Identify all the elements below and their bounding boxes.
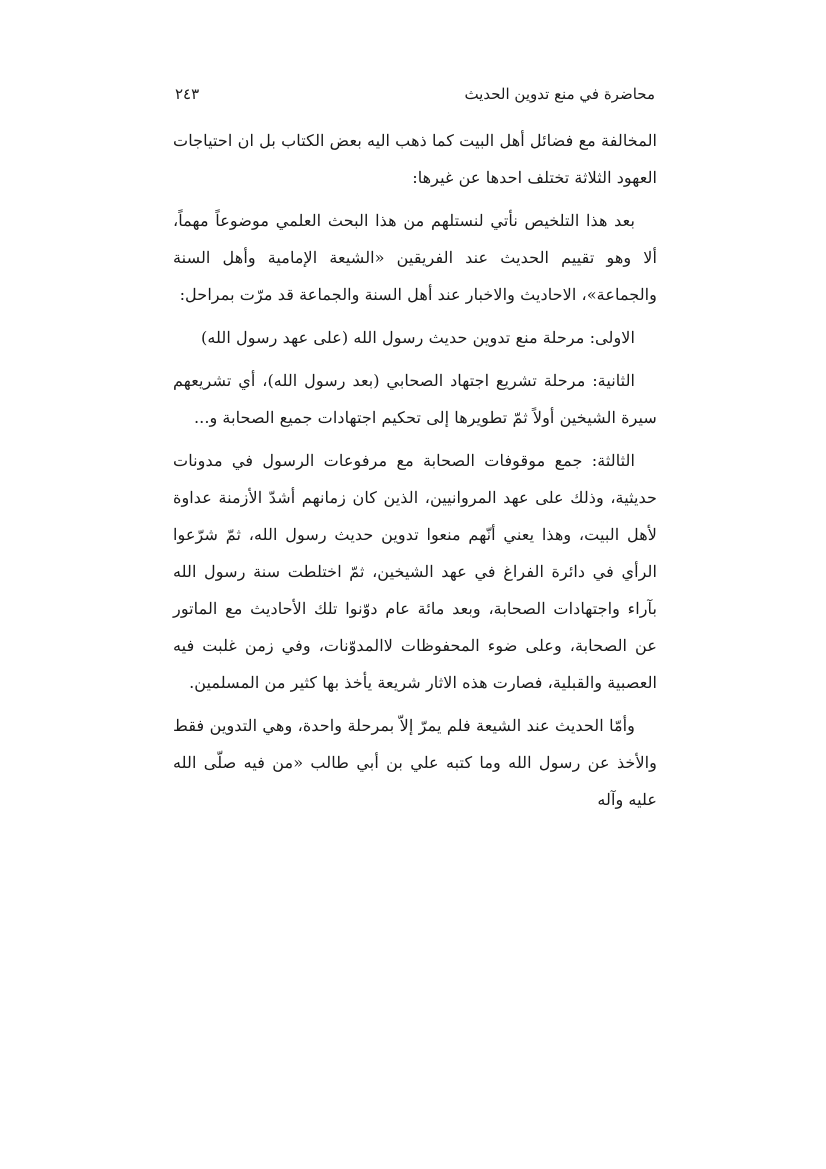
paragraph: الثالثة: جمع موقوفات الصحابة مع مرفوعات الرسول في مدونات حديثية، وذلك على عهد المروانيين، الذين كان زمانهم أشدّ الأزمنة عداوة لأهل البيت، وهذا يعني أنّهم منعوا تدوين حديث رسول الله، ثمّ شرّعوا الرأي في دائرة الفراغ في عهد الشيخين، ثمّ اختلطت سنة رسول الله بآراء واجتهادات الصحابة، وبعد مائة عام دوّنوا تلك الأحاديث مع الماتور عن الصحابة، وعلى ضوء المحفوظات لاالمدوّنات، وفي زمن غلبت فيه العصبية والقبلية، فصارت هذه الاثار شريعة يأخذ بها كثير من المسلمين. [173, 451, 657, 692]
paragraph: بعد هذا التلخيص نأتي لنستلهم من هذا البحث العلمي موضوعاً مهماً، ألا وهو تقييم الحديث عند الفريقين «الشيعة الإمامية وأهل السنة والجماعة»، الاحاديث والاخبار عند أهل السنة والجماعة قد مرّت بمراحل: [173, 211, 657, 304]
page-number: ٢٤٣ [175, 85, 200, 103]
body-text [173, 122, 657, 824]
paragraph: الثانية: مرحلة تشريع اجتهاد الصحابي (بعد رسول الله)، أي تشريعهم سيرة الشيخين أولاً ثمّ تطويرها إلى تحكيم اجتهادات جميع الصحابة و... [173, 371, 657, 427]
page-header [175, 82, 655, 108]
running-title: محاضرة في منع تدوين الحديث [464, 85, 655, 103]
paragraph: المخالفة مع فضائل أهل البيت كما ذهب اليه بعض الكتاب بل ان احتياجات العهود الثلاثة تختلف احدها عن غيرها: [173, 131, 657, 187]
paragraph: وأمّا الحديث عند الشيعة فلم يمرّ إلاّ بمرحلة واحدة، وهي التدوين فقط والأخذ عن رسول الله وما كتبه علي بن أبي طالب «من فيه صلّى الله عليه وآله [173, 716, 657, 809]
paragraph: الاولى: مرحلة منع تدوين حديث رسول الله (على عهد رسول الله) [201, 328, 635, 347]
